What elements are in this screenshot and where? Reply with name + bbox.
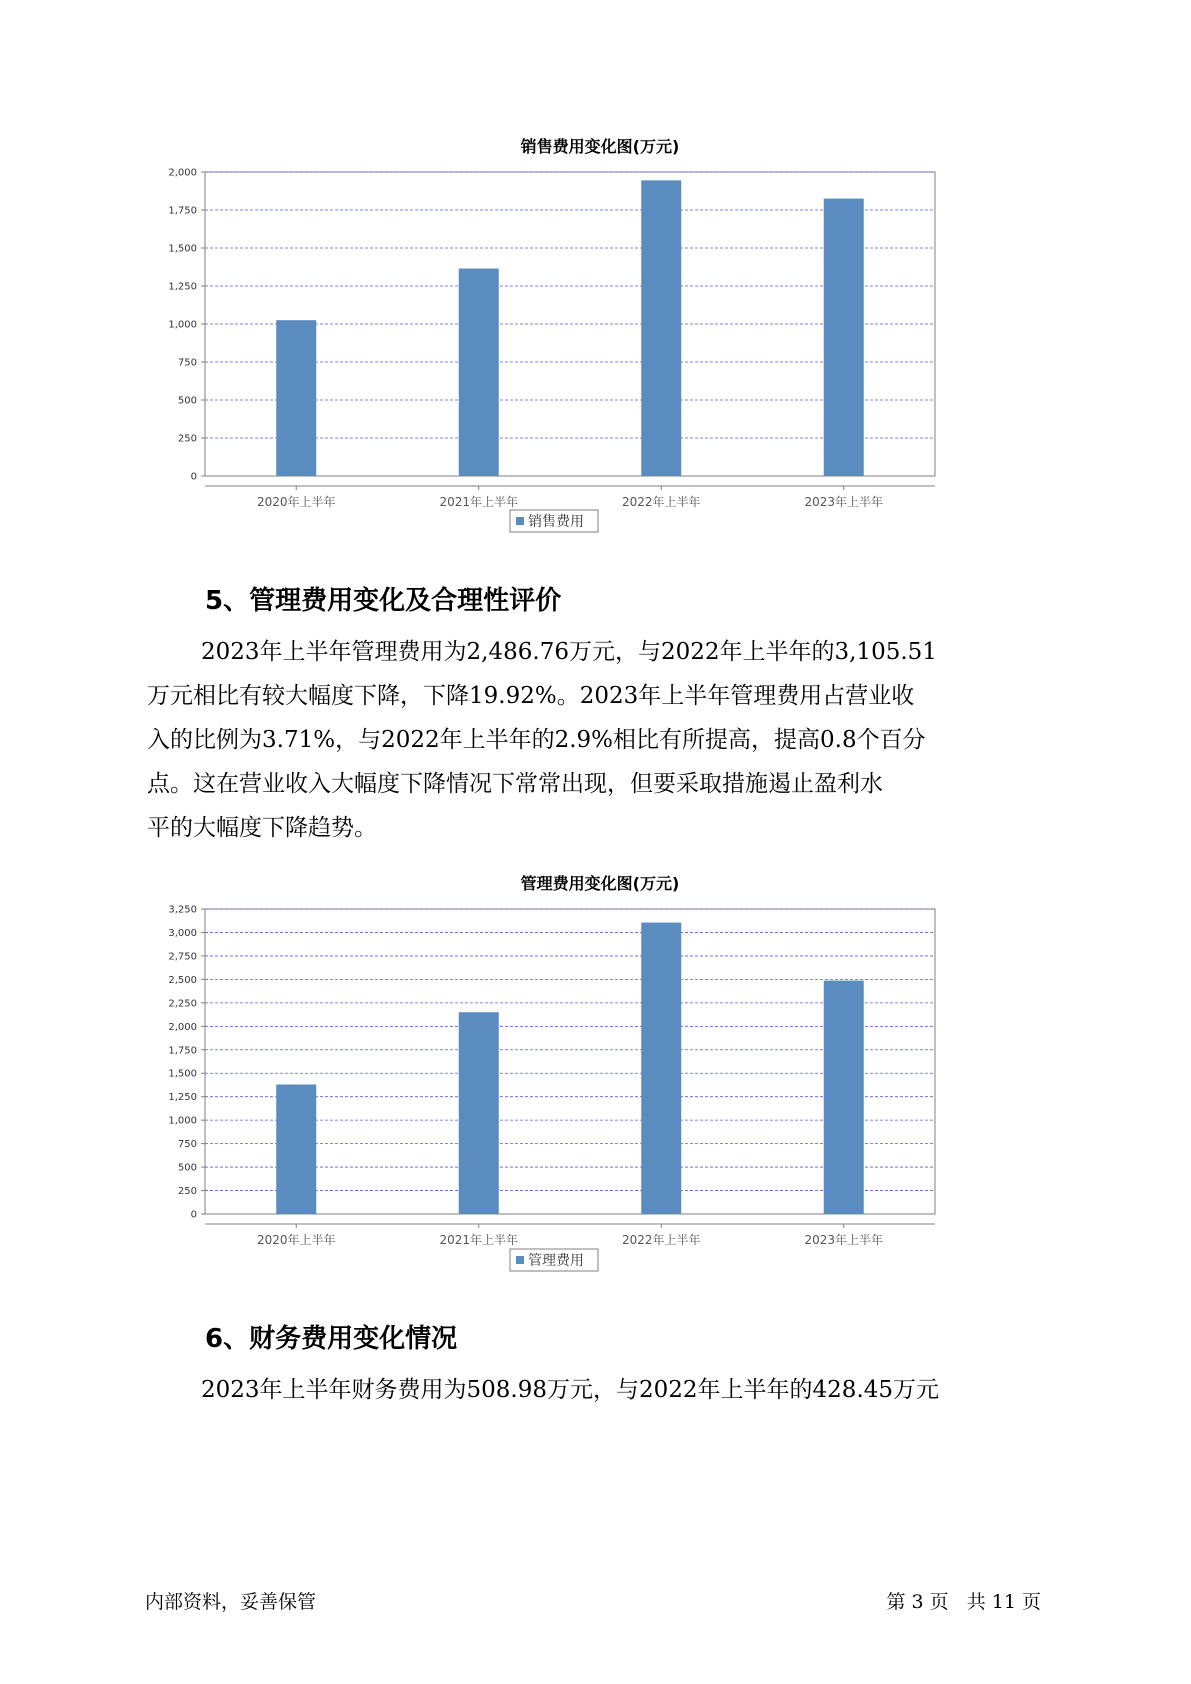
y-tick-label: 750 [177, 357, 197, 369]
sales-expense-chart [150, 128, 1050, 548]
page-number: 第 3 页 共 11 页 [886, 1591, 1041, 1613]
paragraph-line: 2023年上半年管理费用为2,486.76万元，与2022年上半年的3,105.51 [201, 639, 937, 665]
y-tick-label: 2,250 [168, 998, 197, 1010]
y-tick-label: 1,000 [168, 319, 197, 331]
bar [824, 199, 864, 476]
y-tick-label: 1,500 [168, 1068, 197, 1080]
analysis-paragraph [147, 1368, 1042, 1412]
y-tick-label: 500 [177, 395, 197, 407]
x-tick-label: 2021年上半年 [439, 1233, 519, 1247]
x-tick-label: 2022年上半年 [621, 495, 701, 509]
y-tick-label: 750 [177, 1139, 197, 1151]
y-tick-label: 2,000 [168, 167, 197, 179]
y-tick-label: 500 [177, 1162, 197, 1174]
y-tick-label: 3,250 [168, 904, 197, 916]
bar [641, 180, 681, 476]
section-heading: 5、管理费用变化及合理性评价 [205, 586, 562, 616]
bar [276, 320, 316, 476]
bar [824, 981, 864, 1214]
y-tick-label: 1,500 [168, 243, 197, 255]
paragraph-line: 2023年上半年财务费用为508.98万元，与2022年上半年的428.45万元 [201, 1377, 940, 1403]
x-tick-label: 2023年上半年 [804, 1233, 884, 1247]
y-tick-label: 250 [177, 1186, 197, 1198]
y-tick-label: 0 [190, 471, 197, 483]
y-tick-label: 250 [177, 433, 197, 445]
y-tick-label: 1,250 [168, 281, 197, 293]
y-tick-label: 2,500 [168, 974, 197, 986]
admin-expense-chart [150, 865, 1050, 1295]
y-tick-label: 2,750 [168, 951, 197, 963]
paragraph-line: 平的大幅度下降趋势。 [147, 815, 377, 841]
y-tick-label: 1,750 [168, 205, 197, 217]
x-tick-label: 2023年上半年 [804, 495, 884, 509]
paragraph-line: 入的比例为3.71%，与2022年上半年的2.9%相比有所提高，提高0.8个百分 [147, 727, 926, 753]
chart-plot [150, 128, 1050, 548]
footer-note: 内部资料，妥善保管 [145, 1591, 317, 1613]
bar [459, 1012, 499, 1214]
chart-title: 销售费用变化图(万元) [520, 137, 680, 156]
y-tick-label: 0 [190, 1209, 197, 1221]
analysis-paragraph [147, 630, 1042, 850]
legend-label: 管理费用 [528, 1253, 584, 1269]
section-heading: 6、财务费用变化情况 [205, 1324, 458, 1354]
paragraph-line: 万元相比有较大幅度下降，下降19.92%。2023年上半年管理费用占营业收 [147, 683, 915, 709]
x-tick-label: 2022年上半年 [621, 1233, 701, 1247]
y-tick-label: 1,000 [168, 1115, 197, 1127]
y-tick-label: 2,000 [168, 1021, 197, 1033]
y-tick-label: 3,000 [168, 927, 197, 939]
legend-swatch [516, 1256, 524, 1264]
y-tick-label: 1,750 [168, 1045, 197, 1057]
y-tick-label: 1,250 [168, 1092, 197, 1104]
legend-label: 销售费用 [528, 514, 584, 530]
bar [276, 1084, 316, 1214]
legend-swatch [516, 517, 524, 525]
bar [459, 269, 499, 476]
chart-title: 管理费用变化图(万元) [520, 874, 680, 893]
x-tick-label: 2020年上半年 [256, 1233, 336, 1247]
x-tick-label: 2020年上半年 [256, 495, 336, 509]
chart-plot [150, 865, 1050, 1295]
x-tick-label: 2021年上半年 [439, 495, 519, 509]
bar [641, 923, 681, 1214]
paragraph-line: 点。这在营业收入大幅度下降情况下常常出现，但要采取措施遏止盈利水 [147, 771, 883, 797]
